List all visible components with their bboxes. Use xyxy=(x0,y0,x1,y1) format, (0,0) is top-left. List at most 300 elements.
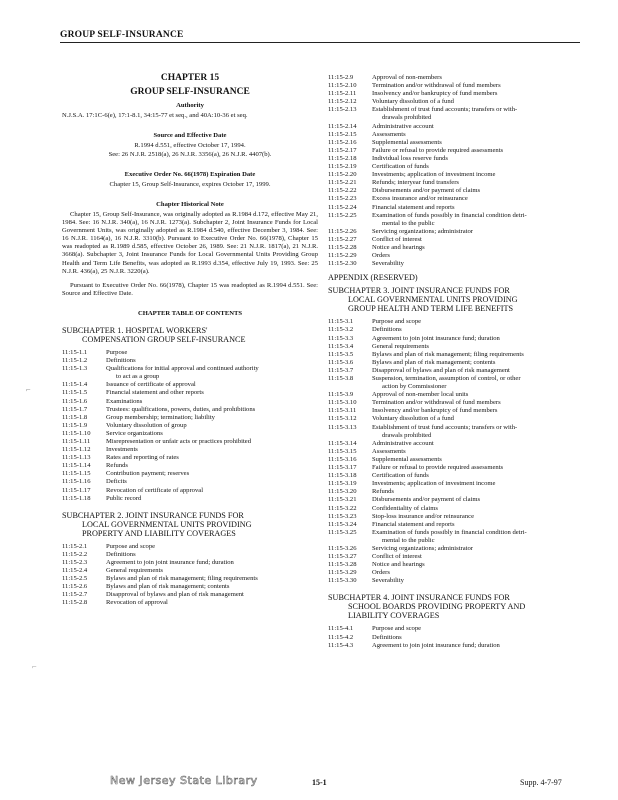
toc-heading: CHAPTER TABLE OF CONTENTS xyxy=(137,309,243,317)
toc-entry xyxy=(62,430,318,438)
subchapter-4-heading xyxy=(328,593,582,620)
toc-entry-title xyxy=(106,478,318,486)
toc-entry-title-line: Disbursements and/or payment of claims xyxy=(372,187,481,195)
executive-order-heading: Executive Order No. 66(1978) Expiration Date xyxy=(124,170,256,178)
toc-entry-title xyxy=(372,577,582,585)
authority-heading: Authority xyxy=(176,102,204,110)
toc-entry-title xyxy=(372,204,582,212)
toc-entry-number: 11:15-4.1 xyxy=(328,625,354,633)
toc-entry-number: 11:15-2.30 xyxy=(328,260,357,268)
toc-entry-title xyxy=(372,642,582,650)
toc-entry-number: 11:15-1.14 xyxy=(62,462,91,470)
toc-entry xyxy=(328,335,582,343)
toc-entry-number: 11:15-2.22 xyxy=(328,187,357,195)
toc-entry-title-line: Supplemental assessments xyxy=(372,138,442,146)
toc-entry xyxy=(62,381,318,389)
toc-entry-number: 11:15-2.28 xyxy=(328,243,357,251)
toc-entry-title xyxy=(106,365,318,381)
toc-entry-title xyxy=(372,236,582,244)
source-heading: Source and Effective Date xyxy=(153,132,227,140)
toc-entry-title-line: Issuance of certificate of approval xyxy=(106,381,196,389)
toc-entry xyxy=(62,414,318,422)
toc-entry-title xyxy=(372,391,582,399)
toc-entry xyxy=(328,569,582,577)
executive-order-text: Chapter 15, Group Self-Insurance, expires October 17, 1999. xyxy=(109,180,271,188)
toc-entry-title-line: Investments xyxy=(106,446,138,454)
toc-entry-number: 11:15-3.11 xyxy=(328,407,357,415)
toc-entry-title-line: Financial statement and reports xyxy=(372,203,455,211)
toc-entry-title-line: Administrative account xyxy=(372,122,434,130)
toc-entry-title-line: Disapproval of bylaws and plan of risk management xyxy=(372,366,510,374)
toc-entry xyxy=(328,359,582,367)
toc-entry-number: 11:15-4.3 xyxy=(328,641,354,649)
toc-entry-title-line: Examination of funds possibly in financial condition detri- xyxy=(372,211,527,219)
toc-entry-number: 11:15-2.3 xyxy=(62,558,88,566)
toc-entry-title xyxy=(372,163,582,171)
toc-entry xyxy=(328,123,582,131)
toc-entry-number: 11:15-3.18 xyxy=(328,472,357,480)
toc-entry-title-line: Establishment of trust fund accounts; transfers or with- xyxy=(372,423,518,431)
toc-entry-number: 11:15-2.1 xyxy=(62,542,88,550)
toc-entry xyxy=(328,545,582,553)
toc-entry-title xyxy=(372,318,582,326)
toc-entry-number: 11:15-3.5 xyxy=(328,350,354,358)
toc-entry xyxy=(328,82,582,90)
toc-entry-number: 11:15-1.13 xyxy=(62,454,91,462)
toc-entry xyxy=(328,187,582,195)
toc-entry xyxy=(328,204,582,212)
subchapter-1-title-line: SUBCHAPTER 1. HOSPITAL WORKERS' xyxy=(62,325,208,335)
toc-entry xyxy=(62,454,318,462)
toc-entry xyxy=(62,591,318,599)
toc-entry-title xyxy=(106,454,318,462)
toc-entry-number: 11:15-2.17 xyxy=(328,146,357,154)
toc-entry xyxy=(328,391,582,399)
toc-entry-title-line: Conflict of interest xyxy=(372,235,422,243)
toc-entry xyxy=(328,106,582,122)
toc-entry-title xyxy=(372,488,582,496)
toc-entry-title-line: Definitions xyxy=(372,633,402,641)
library-watermark: New Jersey State Library xyxy=(110,774,258,787)
toc-entry-number: 11:15-2.14 xyxy=(328,122,357,130)
toc-entry-title-line: Agreement to join joint insurance fund; duration xyxy=(372,334,500,342)
toc-entry-title xyxy=(106,462,318,470)
toc-entry xyxy=(328,472,582,480)
toc-entry-title xyxy=(106,430,318,438)
toc-entry-title xyxy=(372,343,582,351)
toc-entry xyxy=(328,98,582,106)
toc-entry-title-line: Voluntary dissolution of group xyxy=(106,421,187,429)
toc-entry xyxy=(328,74,582,82)
toc-entry-title-line: Financial statement and other reports xyxy=(106,389,204,397)
toc-entry-title-line: General requirements xyxy=(106,567,163,575)
toc-entry-number: 11:15-1.15 xyxy=(62,470,91,478)
toc-entry xyxy=(328,529,582,545)
toc-entry-title xyxy=(372,98,582,106)
toc-entry xyxy=(62,365,318,381)
toc-entry-title xyxy=(372,440,582,448)
toc-entry-title xyxy=(372,90,582,98)
toc-entry-title xyxy=(372,147,582,155)
toc-entry-number: 11:15-2.6 xyxy=(62,583,88,591)
toc-entry-title xyxy=(372,407,582,415)
toc-entry-title xyxy=(106,406,318,414)
subchapter-2-title-line: SUBCHAPTER 2. JOINT INSURANCE FUNDS FOR xyxy=(62,510,244,520)
toc-entry-title xyxy=(106,381,318,389)
toc-entry-title xyxy=(372,505,582,513)
toc-entry-title xyxy=(372,212,582,228)
toc-entry-title-line: Voluntary dissolution of a fund xyxy=(372,415,454,423)
toc-entry-title-line: Bylaws and plan of risk management; contents xyxy=(372,358,496,366)
subchapter-3-title-line: GROUP HEALTH AND TERM LIFE BENEFITS xyxy=(348,304,514,314)
toc-entry-number: 11:15-3.7 xyxy=(328,366,354,374)
toc-entry-title xyxy=(372,634,582,642)
toc-entry xyxy=(328,553,582,561)
subchapter-4-title-line: SCHOOL BOARDS PROVIDING PROPERTY AND xyxy=(348,602,526,612)
authority-text: N.J.S.A. 17:1C-6(e), 17:1-8.1, 34:15-77 et seq., and 40A:10-36 et seq. xyxy=(62,112,248,120)
subchapter-3-heading xyxy=(328,286,582,313)
toc-entry-title xyxy=(372,228,582,236)
toc-entry-title-line: Certification of funds xyxy=(372,472,429,480)
toc-entry xyxy=(328,195,582,203)
subchapter-4-title-line: SUBCHAPTER 4. JOINT INSURANCE FUNDS FOR xyxy=(328,593,510,603)
toc-entry-title xyxy=(372,561,582,569)
toc-entry xyxy=(328,577,582,585)
toc-entry-number: 11:15-3.22 xyxy=(328,504,357,512)
toc-entry-title-line: Agreement to join joint insurance fund; duration xyxy=(372,641,500,649)
toc-entry xyxy=(328,505,582,513)
toc-entry-title-line: Supplemental assessments xyxy=(372,455,442,463)
toc-entry-number: 11:15-2.2 xyxy=(62,550,88,558)
running-head: GROUP SELF-INSURANCE xyxy=(60,30,580,43)
toc-entry-number: 11:15-3.29 xyxy=(328,569,357,577)
toc-entry-title xyxy=(372,131,582,139)
toc-entry-title xyxy=(372,326,582,334)
toc-entry xyxy=(328,399,582,407)
toc-entry xyxy=(328,625,582,633)
toc-entry xyxy=(328,375,582,391)
toc-entry-title xyxy=(106,357,318,365)
subchapter-2-list-continued xyxy=(328,74,582,268)
toc-entry xyxy=(328,424,582,440)
toc-entry-title xyxy=(372,179,582,187)
toc-entry-title-line: Rates and reporting of rates xyxy=(106,454,179,462)
toc-entry-title-line: Revocation of certificate of approval xyxy=(106,486,204,494)
toc-entry xyxy=(328,496,582,504)
page-footer xyxy=(0,774,618,792)
subchapter-4-list xyxy=(328,625,582,649)
toc-entry-number: 11:15-1.3 xyxy=(62,365,88,373)
toc-entry-title xyxy=(372,569,582,577)
toc-entry xyxy=(62,349,318,357)
subchapter-3-title-line: SUBCHAPTER 3. JOINT INSURANCE FUNDS FOR xyxy=(328,286,510,296)
historical-note-heading: Chapter Historical Note xyxy=(156,200,224,208)
toc-entry-number: 11:15-3.14 xyxy=(328,439,357,447)
toc-entry-title-line: Servicing organizations; administrator xyxy=(372,544,473,552)
toc-entry-title-line: Definitions xyxy=(106,550,136,558)
toc-entry-number: 11:15-2.11 xyxy=(328,90,357,98)
toc-entry xyxy=(328,464,582,472)
subchapter-1-title-line: COMPENSATION GROUP SELF-INSURANCE xyxy=(82,334,246,344)
toc-entry-number: 11:15-2.10 xyxy=(328,82,357,90)
toc-entry-number: 11:15-3.25 xyxy=(328,528,357,536)
toc-entry-title-line: Public record xyxy=(106,494,142,502)
source-line-2: See: 26 N.J.R. 2518(a), 26 N.J.R. 3356(a), 26 N.J.R. 4407(b). xyxy=(108,150,272,158)
toc-entry-number: 11:15-3.26 xyxy=(328,544,357,552)
supplement-date: Supp. 4-7-97 xyxy=(520,778,562,787)
toc-entry-title-line: Failure or refusal to provide required assessments xyxy=(372,146,504,154)
toc-entry-number: 11:15-2.29 xyxy=(328,252,357,260)
toc-entry-number: 11:15-2.20 xyxy=(328,171,357,179)
toc-entry xyxy=(62,470,318,478)
toc-entry-title xyxy=(372,244,582,252)
subchapter-2-heading xyxy=(62,511,318,538)
toc-entry-title-line: Contribution payment; reserves xyxy=(106,470,190,478)
toc-entry-title xyxy=(372,106,582,122)
toc-entry xyxy=(328,163,582,171)
toc-entry-number: 11:15-1.16 xyxy=(62,478,91,486)
toc-entry xyxy=(328,513,582,521)
toc-entry-title xyxy=(106,446,318,454)
toc-entry-title-line: General requirements xyxy=(372,342,429,350)
toc-entry-title xyxy=(372,448,582,456)
toc-entry-title-line: Confidentiality of claims xyxy=(372,504,438,512)
toc-entry-title xyxy=(372,195,582,203)
toc-entry-title-line: Establishment of trust fund accounts; transfers or with- xyxy=(372,106,518,114)
toc-entry-title-line: Orders xyxy=(372,252,390,260)
toc-entry xyxy=(62,438,318,446)
toc-entry-title xyxy=(106,551,318,559)
subchapter-1-heading xyxy=(62,326,318,344)
toc-entry xyxy=(62,398,318,406)
toc-entry xyxy=(328,236,582,244)
toc-entry-title-line: Examination of funds possibly in financial condition detri- xyxy=(372,528,527,536)
toc-entry-title-line: Individual loss reserve funds xyxy=(372,154,448,162)
subchapter-4-title-line: LIABILITY COVERAGES xyxy=(348,611,440,621)
toc-entry-number: 11:15-3.8 xyxy=(328,375,354,382)
toc-entry-number: 11:15-3.21 xyxy=(328,496,357,504)
toc-entry xyxy=(328,367,582,375)
subchapter-3-title-line: LOCAL GOVERNMENTAL UNITS PROVIDING xyxy=(348,295,518,305)
toc-entry xyxy=(62,567,318,575)
toc-entry-title-line: Bylaws and plan of risk management; filing requirements xyxy=(106,575,258,583)
toc-entry-title xyxy=(106,470,318,478)
subchapter-1-list xyxy=(62,349,318,503)
toc-entry-title-line: Servicing organizations; administrator xyxy=(372,227,473,235)
toc-entry-number: 11:15-3.13 xyxy=(328,423,357,431)
toc-entry-number: 11:15-2.24 xyxy=(328,203,357,211)
toc-entry-number: 11:15-1.5 xyxy=(62,389,88,397)
toc-entry-number: 11:15-3.9 xyxy=(328,391,354,399)
toc-entry xyxy=(328,326,582,334)
toc-entry-title xyxy=(106,414,318,422)
toc-entry-title xyxy=(372,82,582,90)
toc-entry-title-line: Refunds; interyear fund transfers xyxy=(372,179,459,187)
toc-entry xyxy=(62,462,318,470)
toc-entry-number: 11:15-1.1 xyxy=(62,348,88,356)
toc-entry-title-line: Definitions xyxy=(372,326,402,334)
toc-entry-title-line: Trustees: qualifications, powers, duties, and prohibitions xyxy=(106,405,256,413)
toc-entry-number: 11:15-1.12 xyxy=(62,446,91,454)
historical-note-para-2: Pursuant to Executive Order No. 66(1978), Chapter 15 was readopted as R.1994 d.551. See: Source and Effective Date. xyxy=(62,281,318,297)
chapter-number: CHAPTER 15 xyxy=(160,73,220,83)
toc-entry-title xyxy=(372,74,582,82)
toc-entry xyxy=(328,90,582,98)
toc-entry-title xyxy=(106,438,318,446)
toc-entry xyxy=(328,407,582,415)
toc-entry-number: 11:15-3.30 xyxy=(328,577,357,585)
toc-entry-title xyxy=(106,567,318,575)
toc-entry-title-line: Suspension, termination, assumption of control, or other xyxy=(372,375,521,382)
appendix-heading: APPENDIX (RESERVED) xyxy=(328,273,418,283)
toc-entry xyxy=(328,448,582,456)
toc-entry xyxy=(328,147,582,155)
toc-entry-number: 11:15-3.4 xyxy=(328,342,354,350)
toc-entry-number: 11:15-2.8 xyxy=(62,599,88,607)
toc-entry xyxy=(328,318,582,326)
toc-entry-title-line: Excess insurance and/or reinsurance xyxy=(372,195,468,203)
toc-entry xyxy=(328,440,582,448)
toc-entry-title-line: Administrative account xyxy=(372,439,434,447)
toc-entry-title-line: Termination and/or withdrawal of fund members xyxy=(372,82,501,90)
toc-entry-number: 11:15-2.26 xyxy=(328,227,357,235)
toc-entry xyxy=(328,521,582,529)
toc-entry-title xyxy=(372,424,582,440)
toc-entry-number: 11:15-3.3 xyxy=(328,334,354,342)
toc-entry-number: 11:15-1.7 xyxy=(62,405,88,413)
source-line-1: R.1994 d.551, effective October 17, 1994. xyxy=(134,142,246,150)
right-column xyxy=(328,74,582,650)
toc-entry-title xyxy=(106,349,318,357)
toc-entry-title xyxy=(106,591,318,599)
toc-entry-title xyxy=(372,367,582,375)
toc-entry-title-line: Voluntary dissolution of a fund xyxy=(372,98,454,106)
toc-entry-title-line: Approval of non-member local units xyxy=(372,391,469,399)
toc-entry-number: 11:15-1.6 xyxy=(62,397,88,405)
toc-entry-number: 11:15-1.9 xyxy=(62,421,88,429)
toc-entry-title-line: Investments; application of investment income xyxy=(372,480,496,488)
toc-entry xyxy=(62,422,318,430)
toc-entry-title xyxy=(372,529,582,545)
toc-entry xyxy=(328,642,582,650)
toc-entry-number: 11:15-1.10 xyxy=(62,429,91,437)
toc-entry-number: 11:15-2.19 xyxy=(328,163,357,171)
toc-entry xyxy=(328,561,582,569)
toc-entry-title xyxy=(106,487,318,495)
toc-entry-title-line: Agreement to join joint insurance fund; duration xyxy=(106,558,234,566)
toc-entry xyxy=(62,406,318,414)
toc-entry-title xyxy=(372,480,582,488)
toc-entry xyxy=(328,171,582,179)
toc-entry-title-line: Notice and hearings xyxy=(372,561,425,569)
toc-entry xyxy=(62,599,318,607)
toc-entry-title-line: Severability xyxy=(372,260,404,268)
scan-mark: ⌐ xyxy=(26,385,31,394)
toc-entry-number: 11:15-3.16 xyxy=(328,455,357,463)
toc-entry-number: 11:15-2.25 xyxy=(328,211,357,219)
toc-entry-title xyxy=(106,398,318,406)
toc-entry-number: 11:15-3.28 xyxy=(328,561,357,569)
toc-entry-number: 11:15-2.16 xyxy=(328,138,357,146)
toc-entry xyxy=(328,131,582,139)
toc-entry-title xyxy=(106,422,318,430)
toc-entry-number: 11:15-2.15 xyxy=(328,130,357,138)
toc-entry xyxy=(62,389,318,397)
toc-entry-title xyxy=(372,553,582,561)
toc-entry-title-line: Revocation of approval xyxy=(106,599,168,607)
toc-entry-title-line: Insolvency and/or bankruptcy of fund members xyxy=(372,407,498,415)
toc-entry-title xyxy=(106,575,318,583)
toc-entry xyxy=(328,228,582,236)
toc-entry-number: 11:15-2.7 xyxy=(62,591,88,599)
toc-entry-title xyxy=(372,375,582,391)
toc-entry-title-line: Insolvency and/or bankruptcy of fund members xyxy=(372,90,498,98)
toc-entry xyxy=(328,155,582,163)
toc-entry-title xyxy=(372,456,582,464)
toc-entry-title-line: Purpose and scope xyxy=(106,542,156,550)
toc-entry-number: 11:15-1.4 xyxy=(62,381,88,389)
toc-entry xyxy=(328,634,582,642)
toc-entry-title-line: Purpose and scope xyxy=(372,318,422,326)
toc-entry xyxy=(62,575,318,583)
toc-entry-title xyxy=(372,123,582,131)
toc-entry-title-line: Approval of non-members xyxy=(372,74,442,81)
toc-entry-title-line: Investments; application of investment income xyxy=(372,171,496,179)
toc-entry-title xyxy=(372,415,582,423)
toc-entry-number: 11:15-2.18 xyxy=(328,154,357,162)
toc-entry xyxy=(328,212,582,228)
toc-entry xyxy=(62,487,318,495)
toc-entry-number: 11:15-1.2 xyxy=(62,357,88,365)
toc-entry xyxy=(328,179,582,187)
toc-entry-title-line: Assessments xyxy=(372,447,406,455)
toc-entry-number: 11:15-2.23 xyxy=(328,195,357,203)
toc-entry-title xyxy=(106,559,318,567)
left-column xyxy=(62,70,318,608)
toc-entry xyxy=(62,357,318,365)
toc-entry-number: 11:15-3.17 xyxy=(328,464,357,472)
toc-entry-number: 11:15-1.17 xyxy=(62,486,91,494)
toc-entry xyxy=(328,351,582,359)
toc-entry-number: 11:15-2.27 xyxy=(328,235,357,243)
toc-entry-title xyxy=(372,335,582,343)
toc-entry-title-line: Qualifications for initial approval and continued authority xyxy=(106,365,259,373)
toc-entry-title xyxy=(372,359,582,367)
toc-entry xyxy=(328,456,582,464)
toc-entry-title-line: Disapproval of bylaws and plan of risk management xyxy=(106,591,244,599)
toc-entry-title xyxy=(372,625,582,633)
toc-entry-title xyxy=(372,472,582,480)
toc-entry-number: 11:15-2.21 xyxy=(328,179,357,187)
toc-entry-title-line: Purpose and scope xyxy=(372,625,422,633)
toc-entry-number: 11:15-3.19 xyxy=(328,480,357,488)
toc-entry-title-continuation: mental to the public xyxy=(382,219,435,227)
toc-entry xyxy=(62,478,318,486)
toc-entry-title-continuation: drawals prohibited xyxy=(382,431,432,439)
toc-entry-title-line: Service organizations xyxy=(106,429,163,437)
toc-entry-title-line: Stop-loss insurance and/or reinsurance xyxy=(372,512,474,520)
toc-entry-title-line: Bylaws and plan of risk management; contents xyxy=(106,583,230,591)
toc-entry-title-line: Definitions xyxy=(106,357,136,365)
toc-entry-title xyxy=(372,464,582,472)
toc-entry xyxy=(328,244,582,252)
toc-entry-number: 11:15-3.27 xyxy=(328,553,357,561)
toc-entry xyxy=(62,551,318,559)
toc-entry-title-line: Notice and hearings xyxy=(372,243,425,251)
toc-entry-number: 11:15-3.20 xyxy=(328,488,357,496)
toc-entry-title-line: Certification of funds xyxy=(372,163,429,171)
toc-entry-title-line: Examinations xyxy=(106,397,143,405)
